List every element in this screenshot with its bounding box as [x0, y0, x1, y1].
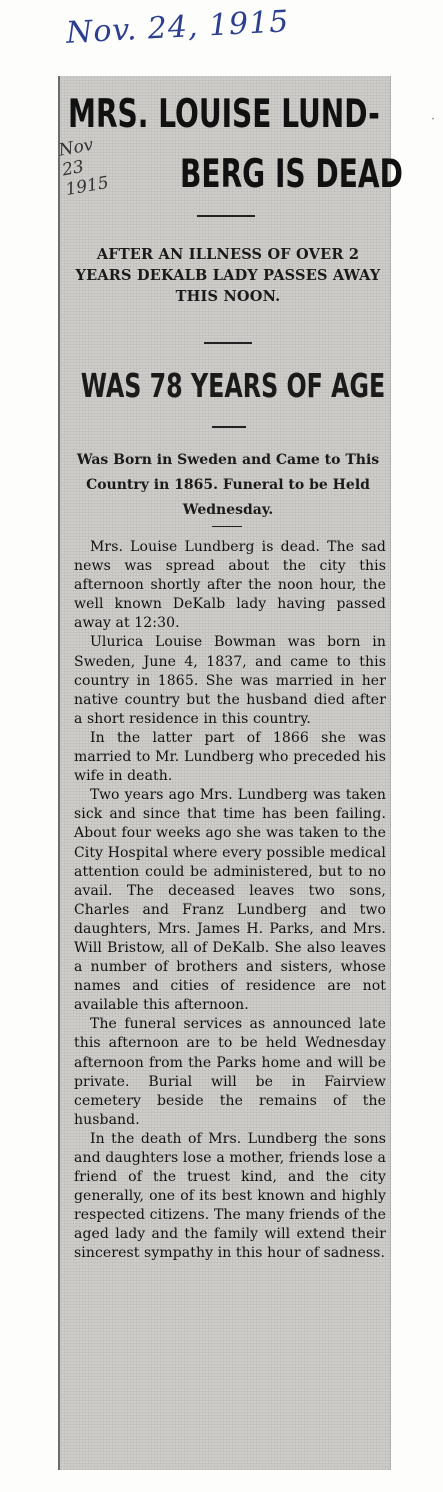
headline-line-2: BERG IS DEAD — [180, 152, 403, 197]
headline-line-1: MRS. LOUISE LUND- — [68, 92, 380, 137]
article-body — [74, 538, 386, 1264]
article-paragraph: Two years ago Mrs. Lundberg was taken sick and since that time has been failing. About four weeks ago she was taken to the City Hospital where every possible medical attention could be administered, but to no avail. The deceased leaves two sons, Charles and Franz Lundberg and two daughters, Mrs. James H. Parks, and Mrs. Will Bristow, all of DeKalb. She also leaves a number of brothers and sisters, whose names and cities of residence are not available this afternoon. — [74, 787, 386, 1014]
headline-divider — [197, 215, 255, 217]
article-paragraph: In the death of Mrs. Lundberg the sons and daughters lose a mother, friends lose a friend of the truest kind, and the city generally, one of its best known and highly respected citizens. The many friends of the aged lady and the family will extend their sincerest sympathy in this hour of sadness. — [74, 1130, 386, 1262]
subheadline-illness: AFTER AN ILLNESS OF OVER 2 YEARS DEKALB LADY PASSES AWAY THIS NOON. — [75, 246, 381, 305]
article-paragraph: Ulurica Louise Bowman was born in Sweden, June 4, 1837, and came to this country in 1865. She was married in her native country but the husband died after a short residence in this country. — [74, 634, 386, 727]
newspaper-clipping — [57, 76, 403, 1470]
article-paragraph: The funeral services as announced late this afternoon are to be held Wednesday afternoon from the Parks home and will be private. Burial will be in Fairview cemetery beside the remains of the husband. — [74, 1016, 386, 1128]
article-paragraph: In the latter part of 1866 she was married to Mr. Lundberg who preceded his wife in death. — [74, 729, 386, 785]
subheadline-age: WAS 78 YEARS OF AGE — [80, 366, 386, 405]
handwritten-margin-date: Nov 23 1915 — [57, 134, 111, 201]
deck-divider-1 — [204, 342, 252, 344]
body-divider — [212, 526, 242, 527]
stray-mark: · — [431, 112, 435, 126]
article-paragraph: Mrs. Louise Lundberg is dead. The sad news was spread about the city this afternoon shortly after the noon hour, the well known DeKalb lady having passed away at 12:30. — [74, 539, 386, 632]
handwritten-date: Nov. 24, 1915 — [65, 4, 291, 51]
subheadline-born: Was Born in Sweden and Came to This Country in 1865. Funeral to be Held Wednesday. — [76, 452, 380, 518]
deck-divider-2 — [212, 426, 246, 428]
